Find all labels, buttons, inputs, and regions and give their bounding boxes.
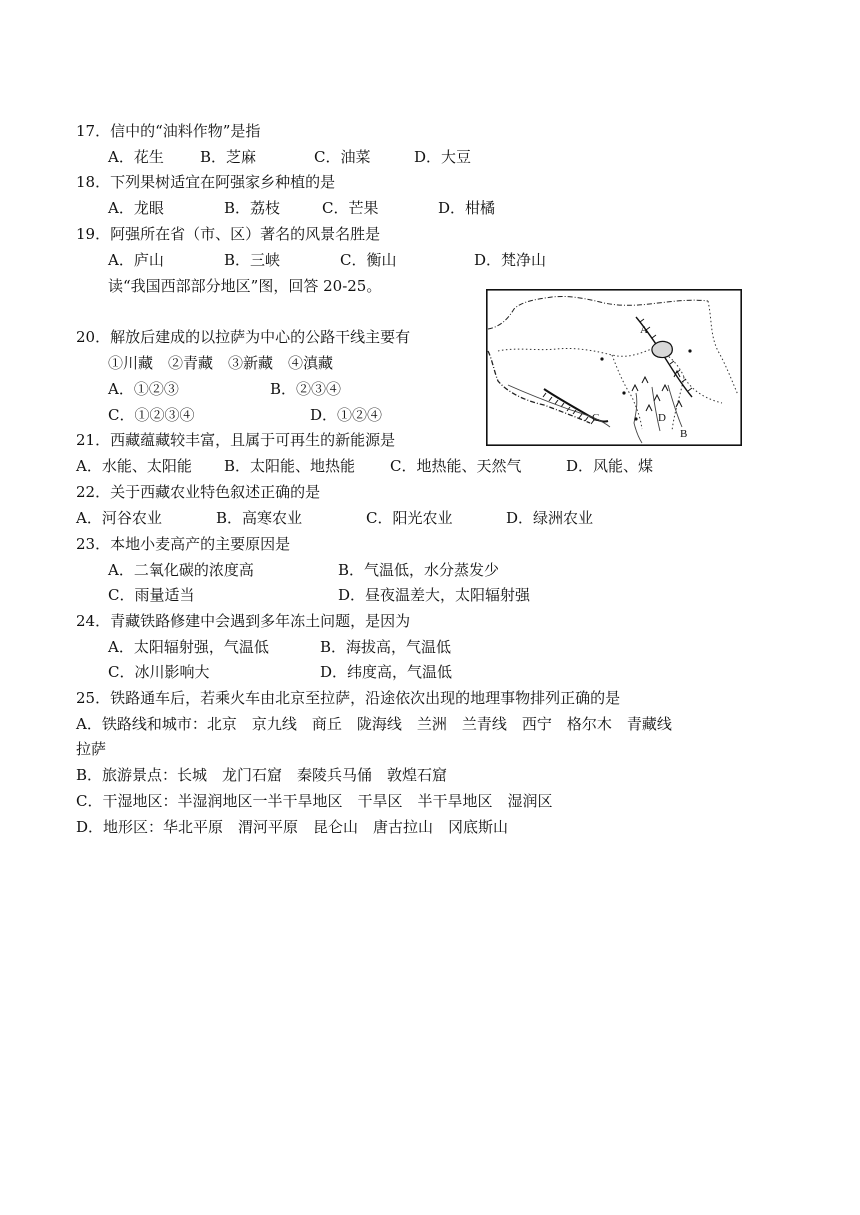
question-25-option-d: D．地形区：华北平原 渭河平原 昆仑山 唐古拉山 冈底斯山: [76, 818, 509, 836]
question-17-options: [108, 147, 471, 167]
option-d: D．①②④: [310, 406, 383, 424]
option-c: C．冰川影响大: [108, 663, 210, 681]
option-b: B．②③④: [270, 380, 342, 398]
option-b: B．荔枝: [224, 199, 281, 217]
question-25-option-a: A．铁路线和城市：北京 京九线 商丘 陇海线 兰洲 兰青线 西宁 格尔木 青藏线: [76, 715, 672, 733]
question-20-items: ①川藏 ②青藏 ③新藏 ④滇藏: [108, 354, 334, 372]
question-24-stem: 24．青藏铁路修建中会遇到多年冻土问题，是因为: [76, 612, 411, 630]
map-label-a: A: [640, 324, 648, 336]
option-a: A．花生: [108, 148, 164, 166]
option-a: A．水能、太阳能: [76, 457, 192, 475]
western-china-map: [486, 289, 742, 446]
question-19-options: [108, 250, 546, 270]
question-17-stem: 17．信中的“油料作物”是指: [76, 122, 261, 140]
map-label-b: B: [680, 428, 688, 440]
option-b: B．气温低，水分蒸发少: [338, 561, 500, 579]
option-a: A．太阳辐射强，气温低: [108, 638, 269, 656]
option-b: B．太阳能、地热能: [224, 457, 356, 475]
option-a: A．二氧化碳的浓度高: [108, 561, 254, 579]
option-c: C．衡山: [340, 251, 397, 269]
option-a: A．龙眼: [108, 199, 164, 217]
option-d: D．绿洲农业: [506, 509, 594, 527]
question-24-options-row1: [108, 637, 451, 657]
option-a: A．庐山: [108, 251, 164, 269]
option-d: D．昼夜温差大，太阳辐射强: [338, 586, 531, 604]
question-21-options: [76, 456, 653, 476]
map-label-c: C: [592, 412, 600, 424]
option-d: D．柑橘: [438, 199, 496, 217]
map-reading-instruction: 读“我国西部部分地区”图，回答 20-25。: [108, 277, 382, 295]
question-20-stem: 20．解放后建成的以拉萨为中心的公路干线主要有: [76, 328, 411, 346]
option-c: C．①②③④: [108, 406, 195, 424]
question-22-stem: 22．关于西藏农业特色叙述正确的是: [76, 483, 321, 501]
question-23-options-row1: [108, 560, 499, 580]
question-25-option-a-cont: 拉萨: [76, 740, 107, 758]
question-22-options: [76, 508, 593, 528]
question-23-stem: 23．本地小麦高产的主要原因是: [76, 535, 291, 553]
option-c: C．芒果: [322, 199, 379, 217]
question-25-option-c: C．干湿地区：半湿润地区一半干旱地区 干旱区 半干旱地区 湿润区: [76, 792, 553, 810]
question-18-options: [108, 198, 495, 218]
option-c: C．油菜: [314, 148, 371, 166]
option-b: B．海拔高，气温低: [320, 638, 452, 656]
question-18-stem: 18．下列果树适宜在阿强家乡种植的是: [76, 173, 336, 191]
option-d: D．风能、煤: [566, 457, 654, 475]
option-d: D．梵净山: [474, 251, 547, 269]
question-21-stem: 21．西藏蕴藏较丰富，且属于可再生的新能源是: [76, 431, 396, 449]
map-label-d: D: [658, 412, 666, 424]
option-d: D．纬度高，气温低: [320, 663, 453, 681]
option-c: C．地热能、天然气: [390, 457, 522, 475]
question-20-options-row2: [108, 405, 382, 425]
option-a: A．河谷农业: [76, 509, 162, 527]
option-b: B．三峡: [224, 251, 281, 269]
question-24-options-row2: [108, 662, 452, 682]
question-19-stem: 19．阿强所在省（市、区）著名的风景名胜是: [76, 225, 381, 243]
option-b: B．高寒农业: [216, 509, 303, 527]
question-25-option-b: B．旅游景点：长城 龙门石窟 秦陵兵马俑 敦煌石窟: [76, 766, 448, 784]
option-c: C．雨量适当: [108, 586, 195, 604]
option-a: A．①②③: [108, 380, 179, 398]
question-23-options-row2: [108, 585, 530, 605]
question-25-stem: 25．铁路通车后，若乘火车由北京至拉萨，沿途依次出现的地理事物排列正确的是: [76, 689, 621, 707]
option-d: D．大豆: [414, 148, 472, 166]
option-b: B．芝麻: [200, 148, 257, 166]
option-c: C．阳光农业: [366, 509, 453, 527]
question-20-options-row1: [108, 379, 341, 399]
